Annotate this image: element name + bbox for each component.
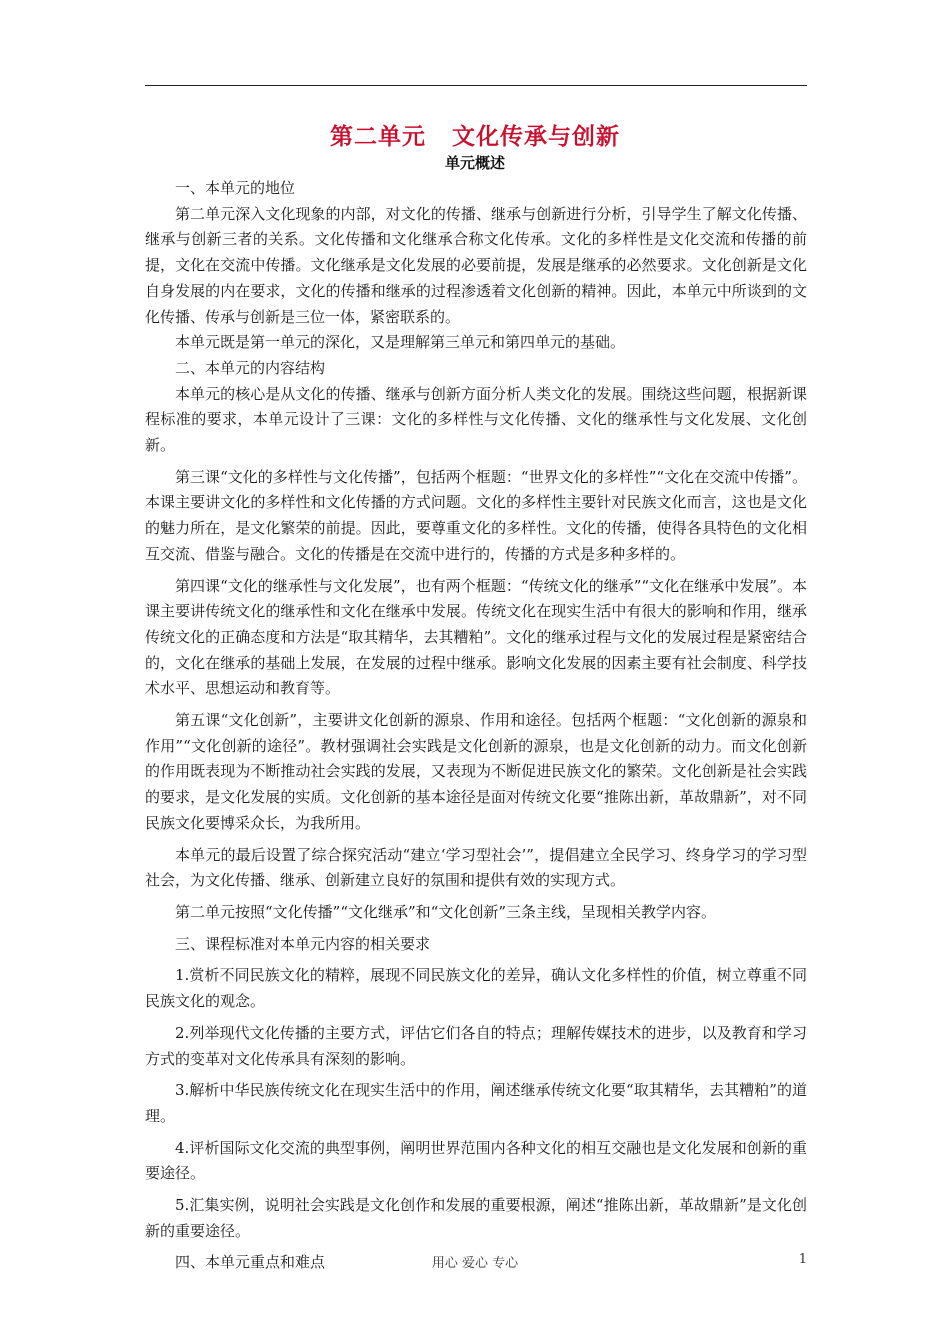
title-unit: 第二单元: [330, 124, 426, 150]
paragraph: 第四课“文化的继承性与文化发展”，也有两个框题：“传统文化的继承”“文化在继承中发展”。本课主要讲传统文化的继承性和文化在继承中发展。传统文化在现实生活中有很大的影响和作用，继承传统文化的正确态度和方法是“取其精华，去其糟粕”。文化的继承过程与文化的发展过程是紧密结合的，文化在继承的基础上发展，在发展的过程中继承。影响文化发展的因素主要有社会制度、科学技术水平、思想运动和教育等。: [145, 576, 807, 698]
list-item: 5.汇集实例，说明社会实践是文化创作和发展的重要根源，阐述“推陈出新，革故鼎新”是文化创新的重要途径。: [145, 1196, 807, 1240]
paragraph: 第二单元深入文化现象的内部，对文化的传播、继承与创新进行分析，引导学生了解文化传播、继承与创新三者的关系。文化传播和文化继承合称文化传承。文化的多样性是文化交流和传播的前提，文化在交流中传播。文化继承是文化发展的必要前提，发展是继承的必然要求。文化创新是文化自身发展的内在要求，文化的传播和继承的过程渗透着文化创新的精神。因此，本单元中所谈到的文化传播、传承与创新是三位一体，紧密联系的。: [145, 204, 807, 326]
list-item: 1.赏析不同民族文化的精粹，展现不同民族文化的差异，确认文化多样性的价值，树立尊重不同民族文化的观念。: [145, 966, 807, 1011]
section-heading-key-points: 四、本单元重点和难点: [175, 1253, 326, 1272]
header-rule: [145, 85, 807, 86]
list-item: 2.列举现代文化传播的主要方式，评估它们各自的特点；理解传媒技术的进步，以及教育和学习方式的变革对文化传承具有深刻的影响。: [145, 1023, 807, 1068]
section-heading-structure: 二、本单元的内容结构: [175, 358, 326, 377]
paragraph: 本单元既是第一单元的深化，又是理解第三单元和第四单元的基础。: [175, 333, 626, 352]
paragraph: 本单元的最后设置了综合探究活动“建立‘学习型社会’”，提倡建立全民学习、终身学习的学习型社会，为文化传播、继承、创新建立良好的氛围和提供有效的实现方式。: [145, 845, 807, 890]
list-item: 3.解析中华民族传统文化在现实生活中的作用，阐述继承传统文化要“取其精华，去其糟粕”的道理。: [145, 1081, 807, 1125]
paragraph: 第五课“文化创新”，主要讲文化创新的源泉、作用和途径。包括两个框题：“文化创新的源泉和作用”“文化创新的途径”。教材强调社会实践是文化创新的源泉，也是文化创新的动力。而文化创新的作用既表现为不断推动社会实践的发展，又表现为不断促进民族文化的繁荣。文化创新是社会实践的要求，是文化发展的实质。文化创新的基本途径是面对传统文化要“推陈出新，革故鼎新”，对不同民族文化要博采众长，为我所用。: [145, 711, 807, 832]
paragraph: 本单元的核心是从文化的传播、继承与创新方面分析人类文化的发展。围绕这些问题，根据新课程标准的要求，本单元设计了三课：文化的多样性与文化传播、文化的继承性与文化发展、文化创新。: [145, 384, 807, 455]
document-body: [145, 176, 807, 1276]
list-item: 4.评析国际文化交流的典型事例，阐明世界范围内各种文化的相互交融也是文化发展和创新的重要途径。: [145, 1138, 807, 1183]
paragraph: 第三课“文化的多样性与文化传播”，包括两个框题：“世界文化的多样性”“文化在交流中传播”。本课主要讲文化的多样性和文化传播的方式问题。文化的多样性主要针对民族文化而言，这也是文化的魅力所在，是文化繁荣的前提。因此，要尊重文化的多样性。文化的传播，使得各具特色的文化相互交流、借鉴与融合。文化的传播是在交流中进行的，传播的方式是多种多样的。: [145, 467, 807, 563]
title-topic: 文化传承与创新: [452, 124, 620, 150]
paragraph: 第二单元按照“文化传播”“文化继承”和“文化创新”三条主线，呈现相关教学内容。: [175, 902, 717, 921]
section-heading-position: 一、本单元的地位: [175, 179, 296, 197]
section-heading-standards: 三、课程标准对本单元内容的相关要求: [175, 934, 431, 953]
footer-motto: 用心 爱心 专心: [431, 1256, 519, 1271]
document-subtitle: 单元概述: [444, 154, 505, 172]
page-number: 1: [798, 1252, 807, 1267]
document-title: [0, 118, 950, 151]
